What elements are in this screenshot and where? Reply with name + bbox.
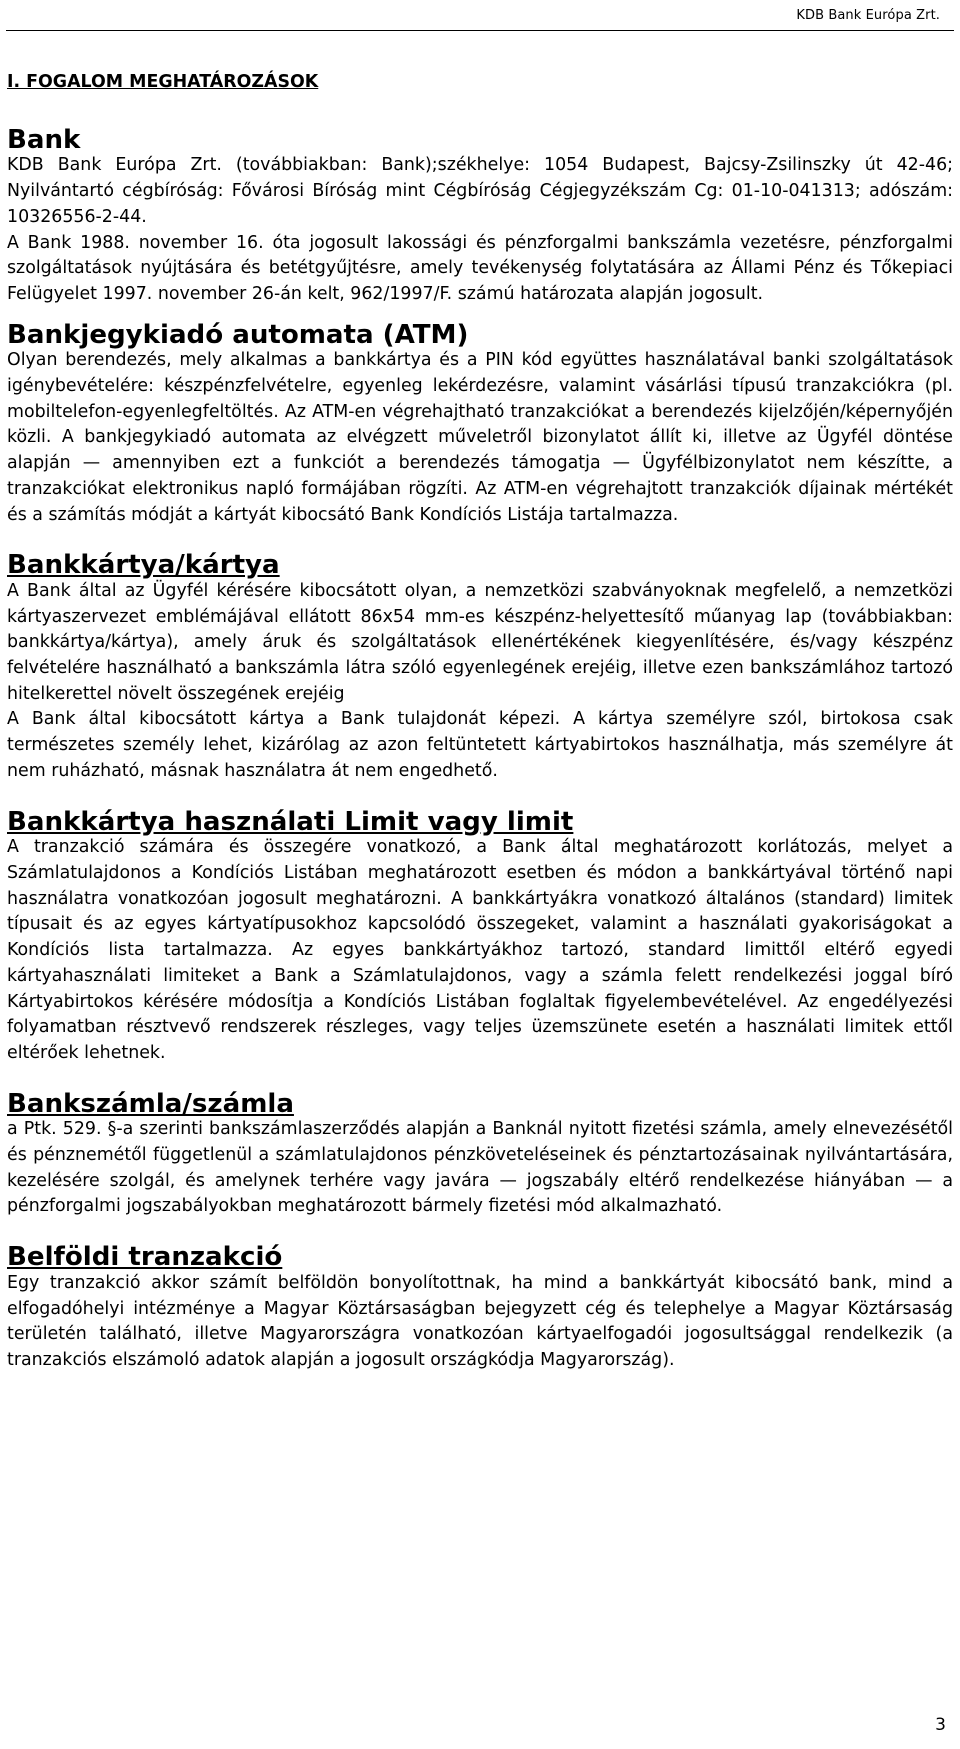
definition-text: a Ptk. 529. §-a szerinti bankszámlaszerződés alapján a Banknál nyitott fizetési számla, amely elnevezésétől és pénznemétől függetlenül a számlatulajdonos pénzköveteléseinek és pénztartozásainak nyilvántartására, kezelésére szolgál, és amelynek terhére vagy javára — jogszabály eltérő rendelkezése hiányában — a pénzforgalmi jogszabályokban meghatározott bármely fizetési mód alkalmazható.	[7, 1119, 953, 1217]
definition-domestic-transaction	[7, 1242, 953, 1374]
term-heading: Bankkártya használati Limit vagy limit	[7, 806, 574, 837]
definition-atm	[7, 319, 953, 529]
term-heading: Belföldi tranzakció	[7, 1242, 283, 1273]
definition-text: A Bank által kibocsátott kártya a Bank tulajdonát képezi. A kártya személyre szól, birtokosa csak természetes személy lehet, kizárólag az azon feltüntetett kártyabirtokos használhatja, más személyre át nem ruházható, másnak használatra át nem engedhető.	[7, 709, 953, 781]
definition-text: Egy tranzakció akkor számít belföldön bonyolítottnak, ha mind a bankkártyát kibocsátó bank, mind a elfogadóhelyi intézménye a Magyar Köztársaságban bejegyzett cég és telephelye a Magyar Köztársaság területén található, illetve Magyarországra vonatkozóan kártyaelfogadói jogosultsággal rendelkezik (a tranzakciós elszámoló adatok alapján a jogosult országkódja Magyarország).	[7, 1272, 953, 1370]
term-heading: Bankkártya/kártya	[7, 550, 280, 581]
document-body	[7, 70, 953, 1399]
term-heading: Bank	[7, 124, 81, 155]
definition-text: A tranzakció számára és összegére vonatkozó, a Bank által meghatározott korlátozás, melyet a Számlatulajdonos a Kondíciós Listában meghatározott esetben és módon a bankkártyával történő napi használatra vonatkozóan jogosult meghatározni. A bankkártyákra vonatkozó általános (standard) limitek típusait és az egyes kártyatípusokhoz kapcsolódó összegeket, valamint a használati gyakoriságokat a Kondíciós lista tartalmazza. Az egyes bankkártyákhoz tartozó, standard limittől eltérő egyedi kártyahasználati limiteket a Bank a Számlatulajdonos, vagy a számla felett rendelkezési joggal bíró Kártyabirtokos kérésére módosítja a Kondíciós Listában foglaltak figyelembevételével. Az engedélyezési folyamatban résztvevő rendszerek részleges, vagy teljes üzemszünete esetén a használati limitek ettől eltérőek lehetnek.	[7, 837, 953, 1063]
definition-card-limit	[7, 806, 953, 1067]
page-number: 3	[935, 1715, 946, 1735]
term-heading: Bankszámla/számla	[7, 1088, 294, 1119]
definition-bank	[7, 124, 953, 308]
term-heading: Bankjegykiadó automata (ATM)	[7, 319, 469, 350]
definition-bank-account	[7, 1088, 953, 1221]
definition-text: KDB Bank Európa Zrt. (továbbiakban: Bank);székhelye: 1054 Budapest, Bajcsy-Zsilinszky út 42-46; Nyilvántartó cégbíróság: Fővárosi Bíróság mint Cégbíróság Cégjegyzékszám Cg: 01-10-041313; adószám: 10326556-2-44.	[7, 155, 953, 227]
definition-text: Olyan berendezés, mely alkalmas a bankkártya és a PIN kód együttes használatával banki szolgáltatások igénybevételére: készpénzfelvételre, egyenleg lekérdezésre, valamint vásárlási típusú tranzakciókra (pl. mobiltelefon-egyenlegfeltöltés. Az ATM-en végrehajtható tranzakciókat a berendezés kijelzőjén/képernyőjén közli. A bankjegykiadó automata az elvégzett műveletről bizonylatot állít ki, illetve az Ügyfél döntése alapján — amennyiben ezt a funkciót a berendezés támogatja — Ügyfélbizonylatot nem készítte, a tranzakciókat elektronikus napló formájában rögzíti. Az ATM-en végrehajtott tranzakciók díjainak mértékét és a számítás módját a kártyát kibocsátó Bank Kondíciós Listája tartalmazza.	[7, 350, 953, 525]
chapter-title: I. FOGALOM MEGHATÁROZÁSOK	[7, 72, 319, 92]
header-divider	[6, 30, 954, 31]
definition-text: A Bank 1988. november 16. óta jogosult lakossági és pénzforgalmi bankszámla vezetésre, pénzforgalmi szolgáltatások nyújtására és betétgyűjtésre, amely tevékenység folytatására az Állami Pénz és Tőkepiaci Felügyelet 1997. november 26-án kelt, 962/1997/F. számú határozata alapján jogosult.	[7, 232, 953, 304]
running-header: KDB Bank Európa Zrt.	[796, 8, 940, 23]
definition-bankcard	[7, 550, 953, 784]
definition-text: A Bank által az Ügyfél kérésére kibocsátott olyan, a nemzetközi szabványoknak megfelelő, a nemzetközi kártyaszervezet emblémájával ellátott 86x54 mm-es készpénz-helyettesítő műanyag lap (továbbiakban: bankkártya/kártya), amely áruk és szolgáltatások ellenértékének kiegyenlítésére, és/vagy készpénz felvételére használható a bankszámla látra szóló egyenlegének erejéig, illetve ezen bankszámlához tartozó hitelkerettel növelt összegének erejéig	[7, 580, 953, 704]
